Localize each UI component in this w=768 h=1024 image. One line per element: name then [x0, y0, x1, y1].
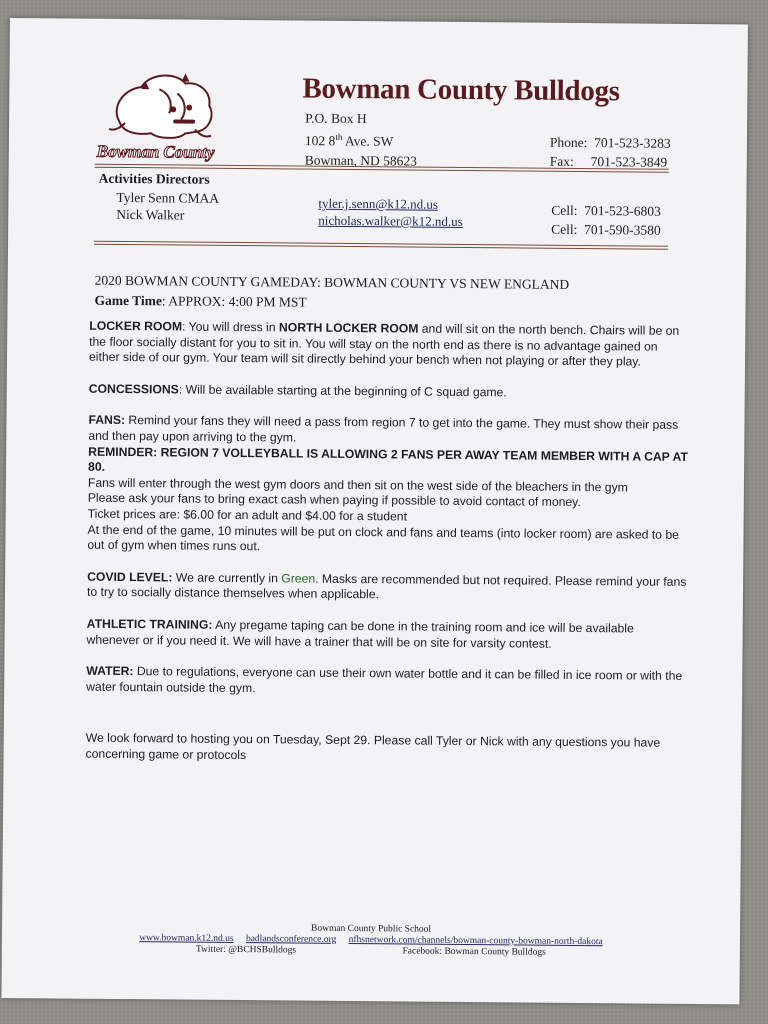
footer-link[interactable]: nfhsnetwork.com/channels/bowman-county-bowman-north-dakota: [348, 934, 603, 948]
cell-label: Cell:: [551, 221, 578, 237]
footer-facebook: Facebook: Bowman County Bulldogs: [402, 946, 546, 958]
directors-divider: [94, 241, 668, 250]
office-contact: [550, 133, 671, 172]
directors-names: [116, 189, 219, 224]
bulldog-logo-icon: [89, 59, 230, 170]
director-email-link[interactable]: tyler.j.senn@k12.nd.us: [318, 195, 439, 212]
section-text: Any pregame taping can be done in the training room and ice will be available whenever or if you need it. We will have a trainer that will be on site for varsity contest.: [86, 617, 634, 651]
section-label: LOCKER ROOM: [89, 318, 183, 334]
athletic-training-section: [87, 617, 687, 653]
section-label: CONCESSIONS: [88, 381, 179, 397]
address-line: Bowman, ND 58623: [304, 152, 417, 169]
section-label: WATER:: [86, 663, 134, 679]
locker-room-section: [89, 319, 689, 371]
section-text: . Masks are recommended but not required. Please remind your fans to try to socially distance themselves when applicable.: [86, 571, 687, 602]
section-text: : You will dress in: [182, 319, 280, 335]
section-text: We are currently in: [172, 570, 282, 586]
section-label: ATHLETIC TRAINING:: [86, 616, 213, 632]
footer-twitter: Twitter: @BCHSBulldogs: [195, 944, 297, 956]
game-time-label: Game Time: [94, 292, 162, 309]
director-name: Nick Walker: [116, 206, 185, 223]
locker-room-name: NORTH LOCKER ROOM: [278, 320, 419, 336]
game-time-value: : APPROX: 4:00 PM MST: [161, 293, 307, 310]
fans-line: At the end of the game, 10 minutes will be put on clock and fans and teams (into locker room) are asked to be out of gym when times runs out.: [87, 522, 680, 554]
covid-section: [87, 569, 687, 605]
water-section: [86, 664, 686, 700]
reminder-text: REMINDER: REGION 7 VOLLEYBALL IS ALLOWING 2 FANS PER AWAY TEAM MEMBER WITH A CAP AT 80.: [88, 444, 688, 475]
footer-link[interactable]: www.bowman.k12.nd.us: [139, 933, 234, 944]
mailing-address: [305, 109, 418, 170]
section-label: COVID LEVEL:: [87, 569, 173, 585]
fax-number: 701-523-3849: [590, 154, 668, 170]
game-time: [94, 293, 306, 311]
phone-label: Phone:: [549, 134, 588, 151]
director-name: Tyler Senn CMAA: [116, 189, 220, 206]
org-name: Bowman County Bulldogs: [302, 72, 620, 108]
directors-cells: [551, 201, 661, 240]
gameday-title: 2020 BOWMAN COUNTY GAMEDAY: BOWMAN COUNTY VS NEW ENGLAND: [94, 272, 570, 292]
cell-number: 701-523-6803: [584, 203, 661, 219]
fans-section: [87, 413, 688, 559]
fans-line: Fans will enter through the west gym doors and then sit on the west side of the bleachers in the gym: [87, 475, 628, 495]
document-body: [85, 319, 689, 784]
footer-link[interactable]: badlandsconference.org: [245, 934, 337, 945]
cell-label: Cell:: [551, 202, 578, 218]
fans-line: Please ask your fans to bring exact cash when paying if possible to avoid contact of money.: [87, 491, 581, 510]
section-text: Due to regulations, everyone can use their own water bottle and it can be filled in ice room or with the water fountain outside the gym.: [86, 664, 683, 695]
fans-line: Ticket prices are: $6.00 for an adult and $4.00 for a student: [87, 506, 408, 524]
director-email-link[interactable]: nicholas.walker@k12.nd.us: [318, 212, 463, 229]
section-label: FANS:: [88, 413, 126, 428]
covid-level: Green: [281, 571, 316, 586]
concessions-section: [89, 381, 689, 402]
directors-title: Activities Directors: [98, 170, 210, 187]
fax-label: Fax:: [549, 153, 574, 169]
footer-school: Bowman County Public School: [310, 923, 432, 935]
section-text: and will sit on the north bench. Chairs will be on the floor socially distant for you to sit in. You will stay on the north end as there is no advantage gained on either side of our gym. Your team will sit directly behind your bench when not playing or after they play.: [88, 321, 680, 369]
address-line: P.O. Box H: [305, 110, 367, 127]
section-text: Remind your fans they will need a pass from region 7 to get into the game. They must show their pass and then pay upon arriving to the gym.: [88, 413, 679, 445]
address-line: 102 8th Ave. SW: [304, 131, 394, 149]
document-page: [1, 18, 748, 1004]
directors-emails: [318, 195, 463, 230]
cell-number: 701-590-3580: [584, 222, 661, 238]
logo-text: Bowman County: [96, 141, 215, 162]
closing-paragraph: We look forward to hosting you on Tuesday, Sept 29. Please call Tyler or Nick with any questions you have concerning game or protocols: [85, 730, 661, 762]
section-text: : Will be available starting at the beginning of C squad game.: [178, 382, 507, 400]
phone-number: 701-523-3283: [594, 135, 671, 151]
